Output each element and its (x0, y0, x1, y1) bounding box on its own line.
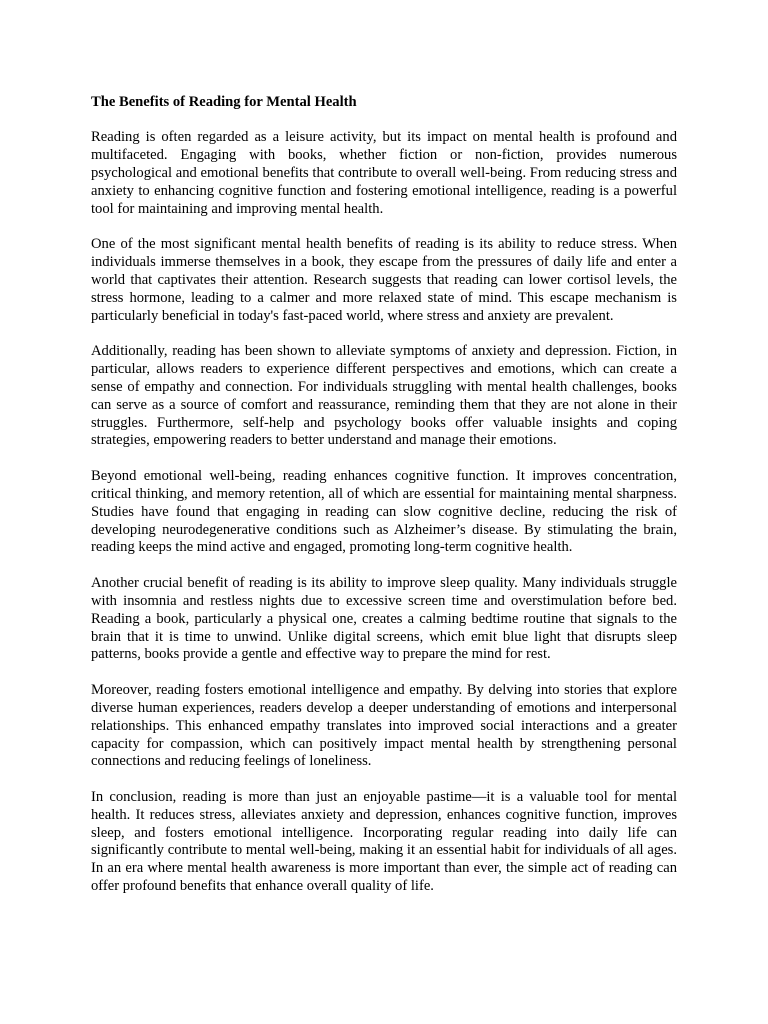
paragraph-emotional-intelligence: Moreover, reading fosters emotional intelligence and empathy. By delving into stories that explore diverse human experiences, readers develop a deeper understanding of emotions and interpersonal relationships. This enhanced empathy translates into improved social interactions and a greater capacity for compassion, which can positively impact mental health by strengthening personal connections and reducing feelings of loneliness. (91, 682, 677, 770)
document-title: The Benefits of Reading for Mental Health (91, 94, 357, 110)
paragraph-cognitive-function: Beyond emotional well-being, reading enhances cognitive function. It improves concentration, critical thinking, and memory retention, all of which are essential for maintaining mental sharpness. Studies have found that engaging in reading can slow cognitive decline, reducing the risk of developing neurodegenerative conditions such as Alzheimer’s disease. By stimulating the brain, reading keeps the mind active and engaged, promoting long-term cognitive health. (91, 468, 677, 556)
paragraph-introduction: Reading is often regarded as a leisure activity, but its impact on mental health is profound and multifaceted. Engaging with books, whether fiction or non-fiction, provides numerous psychological and emotional benefits that contribute to overall well-being. From reducing stress and anxiety to enhancing cognitive function and fostering emotional intelligence, reading is a powerful tool for maintaining and improving mental health. (91, 129, 677, 217)
paragraph-stress-reduction: One of the most significant mental health benefits of reading is its ability to reduce stress. When individuals immerse themselves in a book, they escape from the pressures of daily life and enter a world that captivates their attention. Research suggests that reading can lower cortisol levels, the stress hormone, leading to a calmer and more relaxed state of mind. This escape mechanism is particularly beneficial in today's fast-paced world, where stress and anxiety are prevalent. (91, 236, 677, 324)
paragraph-conclusion: In conclusion, reading is more than just an enjoyable pastime—it is a valuable tool for mental health. It reduces stress, alleviates anxiety and depression, enhances cognitive function, improves sleep, and fosters emotional intelligence. Incorporating regular reading into daily life can significantly contribute to mental well-being, making it an essential habit for individuals of all ages. In an era where mental health awareness is more important than ever, the simple act of reading can offer profound benefits that enhance overall quality of life. (91, 789, 677, 895)
paragraph-sleep-quality: Another crucial benefit of reading is its ability to improve sleep quality. Many individuals struggle with insomnia and restless nights due to excessive screen time and overstimulation before bed. Reading a book, particularly a physical one, creates a calming bedtime routine that signals to the brain that it is time to unwind. Unlike digital screens, which emit blue light that disrupts sleep patterns, books provide a gentle and effective way to prepare the mind for rest. (91, 575, 677, 663)
paragraph-anxiety-depression: Additionally, reading has been shown to alleviate symptoms of anxiety and depression. Fiction, in particular, allows readers to experience different perspectives and emotions, which can create a sense of empathy and connection. For individuals struggling with mental health challenges, books can serve as a source of comfort and reassurance, reminding them that they are not alone in their struggles. Furthermore, self-help and psychology books offer valuable insights and coping strategies, empowering readers to better understand and manage their emotions. (91, 343, 677, 449)
document-body (91, 94, 677, 914)
